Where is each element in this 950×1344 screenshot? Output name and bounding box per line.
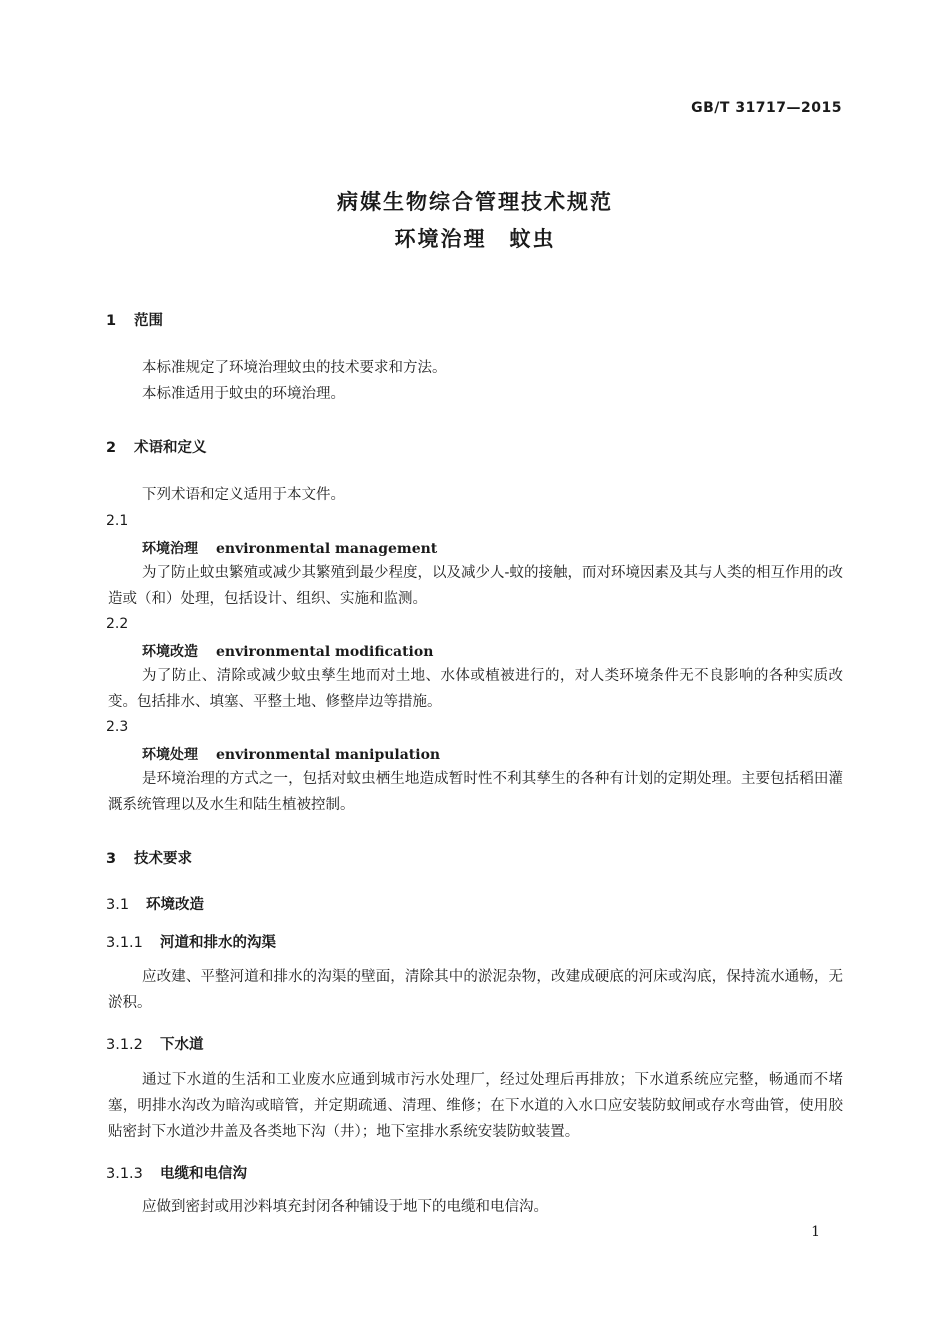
section-heading-2: [106, 436, 207, 457]
section-number: 3: [106, 851, 117, 867]
term-heading: [142, 538, 437, 558]
term-english: environmental manipulation: [216, 747, 441, 763]
term-number: 2.2: [106, 616, 129, 632]
paragraph: 应做到密封或用沙料填充封闭各种铺设于地下的电缆和电信沟。: [142, 1199, 548, 1215]
term-english: environmental modification: [216, 644, 434, 660]
paragraph: 本标准规定了环境治理蚊虫的技术要求和方法。: [142, 360, 447, 376]
term-heading: [142, 641, 433, 661]
subsection-title: 河道和排水的沟渠: [160, 935, 276, 951]
section-heading-1: [106, 309, 163, 330]
section-heading-3: [106, 847, 192, 868]
document-subtitle: 环境治理 蚊虫: [394, 227, 556, 251]
term-chinese: 环境治理: [142, 541, 198, 557]
section-title: 术语和定义: [134, 440, 207, 456]
paragraph: 应改建、平整河道和排水的沟渠的壁面，清除其中的淤泥杂物，改建成硬底的河床或沟底，保持流水通畅，无淤积。: [108, 969, 843, 1011]
term-definition: 是环境治理的方式之一，包括对蚊虫栖生地造成暂时性不利其孳生的各种有计划的定期处理。主要包括稻田灌溉系统管理以及水生和陆生植被控制。: [108, 771, 843, 813]
term-english: environmental management: [216, 541, 438, 557]
term-chinese: 环境改造: [142, 644, 198, 660]
subsection-number: 3.1.2: [106, 1037, 143, 1053]
subsection-title: 电缆和电信沟: [160, 1166, 247, 1182]
subsection-number: 3.1.1: [106, 935, 143, 951]
section-title: 范围: [134, 313, 163, 329]
term-definition: 为了防止蚊虫繁殖或减少其繁殖到最少程度，以及减少人-蚊的接触，而对环境因素及其与人类的相互作用的改造或（和）处理，包括设计、组织、实施和监测。: [108, 565, 843, 607]
subsection-heading-3-1: [106, 893, 204, 914]
subsection-title: 下水道: [160, 1037, 204, 1053]
subsection-number: 3.1.3: [106, 1166, 143, 1182]
document-title: 病媒生物综合管理技术规范: [337, 190, 613, 214]
subsection-title: 环境改造: [146, 897, 204, 913]
section-number: 1: [106, 313, 117, 329]
term-chinese: 环境处理: [142, 747, 198, 763]
subsection-number: 3.1: [106, 897, 130, 913]
subsection-heading-3-1-2: [106, 1033, 204, 1054]
standard-code: GB/T 31717—2015: [691, 100, 842, 116]
term-number: 2.3: [106, 719, 129, 735]
paragraph: 下列术语和定义适用于本文件。: [142, 487, 345, 503]
term-number: 2.1: [106, 513, 129, 529]
paragraph: 本标准适用于蚊虫的环境治理。: [142, 386, 345, 402]
section-number: 2: [106, 440, 117, 456]
paragraph: 通过下水道的生活和工业废水应通到城市污水处理厂，经过处理后再排放；下水道系统应完整，畅通而不堵塞，明排水沟改为暗沟或暗管，并定期疏通、清理、维修；在下水道的入水口应安装防蚊闸或存水弯曲管，使用胶贴密封下水道沙井盖及各类地下沟（井）；地下室排水系统安装防蚊装置。: [108, 1072, 843, 1140]
subsection-heading-3-1-3: [106, 1162, 247, 1183]
term-heading: [142, 744, 440, 764]
subsection-heading-3-1-1: [106, 931, 276, 952]
term-definition: 为了防止、清除或减少蚊虫孳生地而对土地、水体或植被进行的，对人类环境条件无不良影响的各种实质改变。包括排水、填塞、平整土地、修整岸边等措施。: [108, 668, 843, 710]
page-number: 1: [811, 1224, 820, 1240]
section-title: 技术要求: [134, 851, 192, 867]
